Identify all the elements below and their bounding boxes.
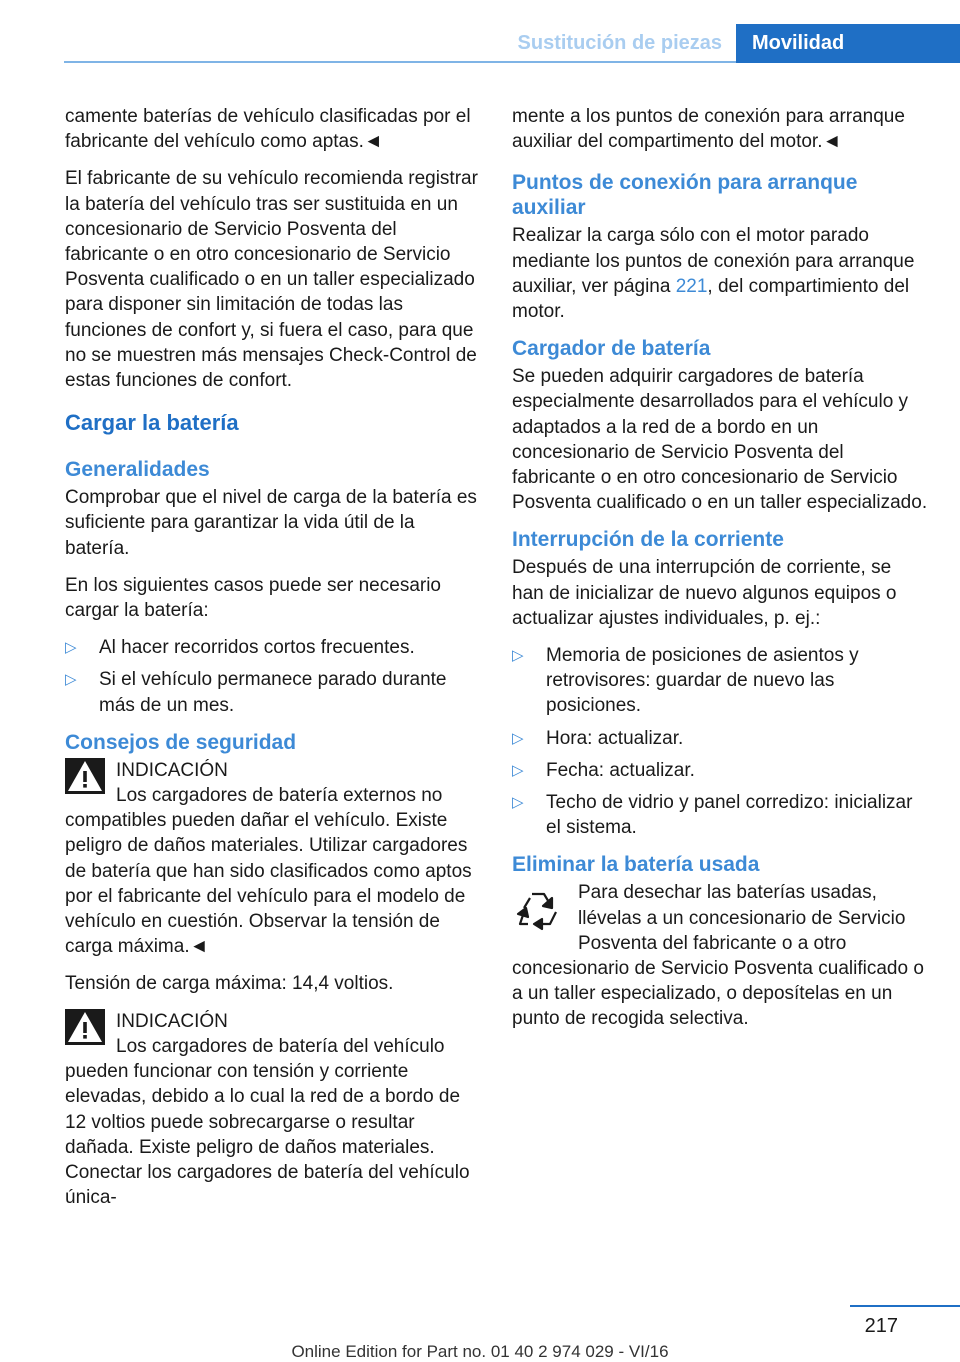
subsection-heading: Cargador de batería (512, 337, 711, 361)
header-section-title: Sustitución de piezas (517, 32, 722, 54)
list-item-text: Hora: actualizar. (546, 727, 684, 749)
subsection-heading: Eliminar la batería usada (512, 853, 760, 877)
warning-triangle-icon (65, 758, 105, 794)
paragraph: El fabricante de su vehículo recomienda registrar la batería del vehículo tras ser sustituida en un concesionario de Servicio Posventa del fabricante o en otro concesionario de Servicio Posventa cualificado o en un taller especializado para disponer sin limitación de todas las funciones de confort y, si fuera el caso, para que no se muestren más mensajes Check-Control de estas funciones de confort. (65, 168, 478, 392)
paragraph: En los siguientes casos puede ser necesario cargar la batería: (65, 574, 442, 622)
paragraph (512, 223, 928, 324)
list-item-text: Techo de vidrio y panel corredizo: inicializar el sistema. (546, 792, 913, 839)
warning-text: Los cargadores de batería del vehículo pueden funcionar con tensión y corriente elevadas, debido a lo cual la red de a bordo de 12 voltios puede sobrecargarse o resultar dañada. Existe peligro de daños materiales. Conectar los cargadores de batería del vehículo única- (65, 1035, 470, 1209)
warning-note (65, 1009, 481, 1211)
left-column (65, 104, 481, 1222)
right-column (512, 104, 928, 1032)
recycle-icon (512, 884, 564, 936)
list-item (512, 726, 928, 751)
list-item-text: Si el vehículo permanece parado durante más de un mes. (99, 669, 447, 716)
paragraph: camente baterías de vehículo clasificadas por el fabricante del vehículo como aptas.◄ (65, 106, 471, 153)
subsection-heading: Puntos de conexión para arranque auxiliar (512, 171, 858, 220)
paragraph: Se pueden adquirir cargadores de batería especialmente desarrollados para el vehículo y adaptados a la red de a bordo en un concesionario de Servicio Posventa del fabricante o en otro concesionario de Servicio Posventa cualificado o en un taller especializado. (512, 366, 928, 514)
paragraph: Tensión de carga máxima: 14,4 voltios. (65, 973, 394, 995)
warning-text: Los cargadores de batería externos no compatibles pueden dañar el vehículo. Existe peligro de daños materiales. Utilizar cargadores de batería que han sido clasificados como aptos por el fabricante del vehículo para el modelo de vehículo en cuestión. Observar la tensión de carga máxima.◄ (65, 785, 472, 958)
list-item-text: Memoria de posiciones de asientos y retrovisores: guardar de nuevo las posiciones. (546, 645, 859, 717)
bullet-list (512, 643, 928, 840)
footer-rule (850, 1305, 960, 1307)
list-item-text: Fecha: actualizar. (546, 759, 695, 781)
page-reference-link[interactable]: 221 (675, 275, 708, 297)
subsection-heading: Generalidades (65, 458, 210, 482)
bullet-triangle-icon: ▷ (65, 671, 77, 689)
paragraph-text: , del compartimiento del motor. (512, 275, 910, 323)
bullet-triangle-icon: ▷ (512, 729, 524, 747)
bullet-triangle-icon: ▷ (512, 794, 524, 812)
warning-note (65, 758, 481, 960)
list-item (512, 643, 928, 719)
section-heading: Cargar la batería (65, 410, 239, 436)
bullet-triangle-icon: ▷ (512, 761, 524, 779)
paragraph: Después de una interrupción de corriente, se han de inicializar de nuevo algunos equipos o actualizar ajustes individuales, p. ej.: (512, 557, 897, 629)
list-item (65, 635, 481, 660)
warning-title: INDICACIÓN (116, 759, 228, 781)
page-number: 217 (864, 1315, 898, 1337)
list-item-text: Al hacer recorridos cortos frecuentes. (99, 637, 415, 659)
list-item (512, 790, 928, 840)
bullet-list (65, 635, 481, 718)
edition-footer: Online Edition for Part no. 01 40 2 974 029 - VI/16 (291, 1342, 669, 1361)
bullet-triangle-icon: ▷ (65, 639, 77, 657)
warning-triangle-icon (65, 1009, 105, 1045)
paragraph: Comprobar que el nivel de carga de la batería es suficiente para garantizar la vida útil de la batería. (65, 487, 477, 559)
list-item (512, 758, 928, 783)
subsection-heading: Consejos de seguridad (65, 730, 297, 754)
paragraph-text: Realizar la carga sólo con el motor parado mediante los puntos de conexión para arranque auxiliar, ver página (512, 225, 915, 297)
recycling-note (512, 880, 928, 1031)
paragraph-text: Para desechar las baterías usadas, llévelas a un concesionario de Servicio Posventa del fabricante o a otro concesionario de Servicio Posventa cualificado o a un taller especializado, o deposítelas en un punto de recogida selectiva. (512, 882, 924, 1030)
warning-title: INDICACIÓN (116, 1010, 228, 1032)
paragraph: mente a los puntos de conexión para arranque auxiliar del compartimento del motor.◄ (512, 106, 905, 153)
list-item (65, 667, 481, 717)
subsection-heading: Interrupción de la corriente (512, 528, 784, 552)
bullet-triangle-icon: ▷ (512, 647, 524, 665)
header-chapter-tab: Movilidad (736, 24, 960, 63)
